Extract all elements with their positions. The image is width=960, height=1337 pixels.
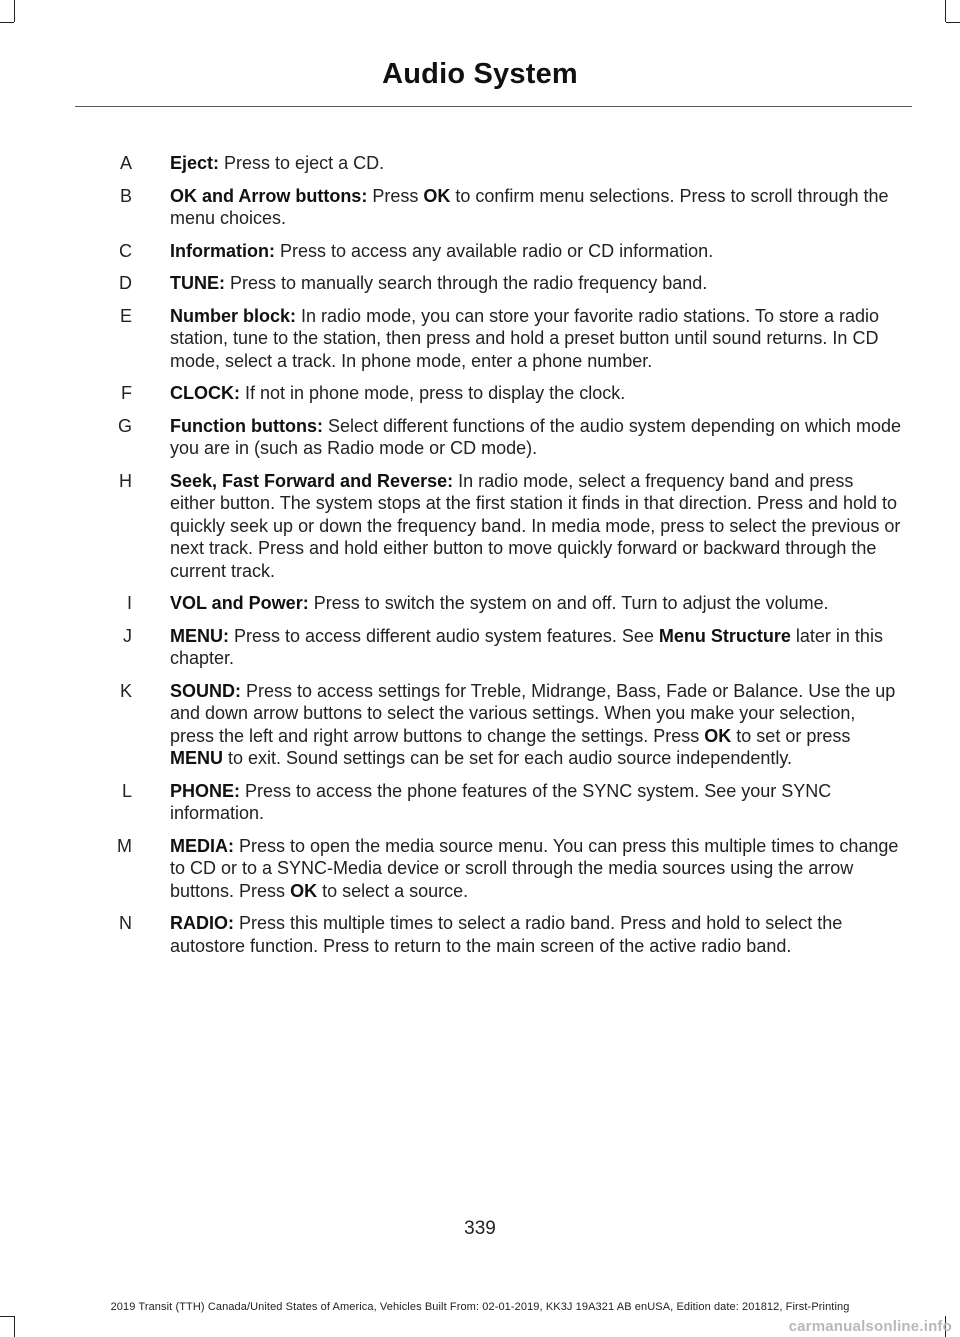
watermark: carmanualsonline.info xyxy=(788,1318,952,1335)
description-text: to confirm menu selections. Press to scroll through the menu choices. xyxy=(170,185,889,228)
legend-letter: J xyxy=(123,625,132,646)
legend-description xyxy=(170,305,902,373)
legend-entry xyxy=(0,680,960,770)
page-number: 339 xyxy=(464,1218,496,1239)
legend-description xyxy=(170,152,902,175)
legend-description xyxy=(170,912,902,957)
legend-description xyxy=(170,625,902,670)
legend-entry xyxy=(0,415,960,460)
description-bold-term: Number block: xyxy=(170,305,297,326)
description-bold-term: CLOCK: xyxy=(170,383,240,403)
legend-description xyxy=(170,272,902,295)
crop-mark-top-left-vertical xyxy=(14,0,15,22)
legend-letter: G xyxy=(117,415,132,436)
description-bold-term: Seek, Fast Forward and Reverse: xyxy=(170,470,454,491)
description-text: Press to open the media source menu. You can press this multiple times to change to CD or to a SYNC-Media device or scroll through the media sources using the arrow buttons. Press xyxy=(170,835,899,901)
legend-letter: F xyxy=(121,383,132,403)
crop-mark-top-right-horizontal xyxy=(946,22,960,23)
description-bold-term: MENU: xyxy=(170,625,229,646)
description-text: to select a source. xyxy=(317,880,469,901)
description-bold-term: OK xyxy=(290,880,318,901)
description-bold-term: Function buttons: xyxy=(170,415,323,436)
description-text: In radio mode, you can store your favorite radio stations. To store a radio station, tune to the station, then press and hold a preset button until sound returns. In CD mode, select a track. In phone mode, enter a phone number. xyxy=(170,305,880,371)
description-text: If not in phone mode, press to display the clock. xyxy=(240,383,626,403)
legend-entry xyxy=(0,470,960,583)
description-bold-term: TUNE: xyxy=(170,273,225,293)
description-text: Press to access any available radio or CD information. xyxy=(275,240,714,261)
legend-entry xyxy=(0,185,960,230)
description-text: Press to access the phone features of the SYNC system. See your SYNC information. xyxy=(170,780,832,823)
description-text: Press to access different audio system features. See xyxy=(229,625,659,646)
legend-entry xyxy=(0,272,960,295)
legend-description xyxy=(170,780,902,825)
legend-entry xyxy=(0,305,960,373)
legend-entry xyxy=(0,152,960,175)
description-bold-term: Menu Structure xyxy=(658,625,791,646)
crop-mark-top-right-vertical xyxy=(945,0,946,22)
description-text: Press to access settings for Treble, Midrange, Bass, Fade or Balance. Use the up and down arrow buttons to select the various settings. When you make your selection, press the left and right arrow buttons to change the settings. Press xyxy=(170,680,896,746)
legend-description xyxy=(170,835,902,903)
description-bold-term: MEDIA: xyxy=(170,835,234,856)
legend-description xyxy=(170,470,902,583)
legend-letter: I xyxy=(126,593,132,613)
legend-letter: L xyxy=(121,780,132,801)
title-divider xyxy=(75,106,912,107)
legend-entry xyxy=(0,780,960,825)
crop-mark-top-left-horizontal xyxy=(0,22,14,23)
legend-entry xyxy=(0,835,960,903)
description-bold-term: RADIO: xyxy=(170,913,234,933)
legend-entry xyxy=(0,592,960,615)
description-text: later in this chapter. xyxy=(170,625,883,668)
legend-description xyxy=(170,185,902,230)
footer-edition-text: 2019 Transit (TTH) Canada/United States of America, Vehicles Built From: 02-01-2019, KK3J 19A321 AB enUSA, Edition date: 201812, First-Printing xyxy=(110,1301,850,1313)
crop-mark-bottom-left-horizontal xyxy=(0,1316,14,1317)
legend-letter: D xyxy=(119,273,132,293)
description-text: Press to eject a CD. xyxy=(219,153,385,173)
legend-letter: A xyxy=(119,153,132,173)
legend-entry xyxy=(0,912,960,957)
legend-list xyxy=(0,152,960,967)
description-bold-term: OK xyxy=(704,725,732,746)
description-text: to set or press xyxy=(731,725,851,746)
description-bold-term: SOUND: xyxy=(170,680,241,701)
legend-letter: C xyxy=(119,240,132,261)
legend-letter: M xyxy=(117,835,132,856)
description-bold-term: VOL and Power: xyxy=(170,593,309,613)
legend-letter: B xyxy=(119,185,132,206)
description-bold-term: OK and Arrow buttons: xyxy=(170,185,368,206)
description-bold-term: PHONE: xyxy=(170,780,241,801)
description-text: Press to manually search through the radio frequency band. xyxy=(225,273,708,293)
legend-letter: N xyxy=(119,913,132,933)
description-text: Press this multiple times to select a radio band. Press and hold to select the autostore function. Press to return to the main screen of the active radio band. xyxy=(170,913,843,956)
legend-description xyxy=(170,382,902,405)
description-text: Select different functions of the audio system depending on which mode you are in (such as Radio mode or CD mode). xyxy=(170,415,901,458)
legend-letter: E xyxy=(119,305,132,326)
legend-entry xyxy=(0,625,960,670)
description-text: Press to switch the system on and off. Turn to adjust the volume. xyxy=(308,593,829,613)
description-bold-term: OK xyxy=(423,185,451,206)
page-title: Audio System xyxy=(382,58,578,90)
description-text: In radio mode, select a frequency band and press either button. The system stops at the first station it finds in that direction. Press and hold to quickly seek up or down the frequency band. In media mode, press to select the previous or next track. Press and hold either button to move quickly forward or backward through the current track. xyxy=(170,470,901,581)
legend-entry xyxy=(0,240,960,263)
legend-letter: H xyxy=(119,470,132,491)
description-text: to exit. Sound settings can be set for each audio source independently. xyxy=(223,748,793,768)
description-bold-term: MENU xyxy=(170,748,223,768)
legend-entry xyxy=(0,382,960,405)
crop-mark-bottom-left-vertical xyxy=(14,1316,15,1337)
legend-description xyxy=(170,240,902,263)
description-bold-term: Eject: xyxy=(170,153,220,173)
legend-description xyxy=(170,415,902,460)
legend-letter: K xyxy=(119,680,132,701)
description-bold-term: Information: xyxy=(170,240,275,261)
legend-description xyxy=(170,592,902,615)
legend-description xyxy=(170,680,902,770)
description-text: Press xyxy=(367,185,424,206)
